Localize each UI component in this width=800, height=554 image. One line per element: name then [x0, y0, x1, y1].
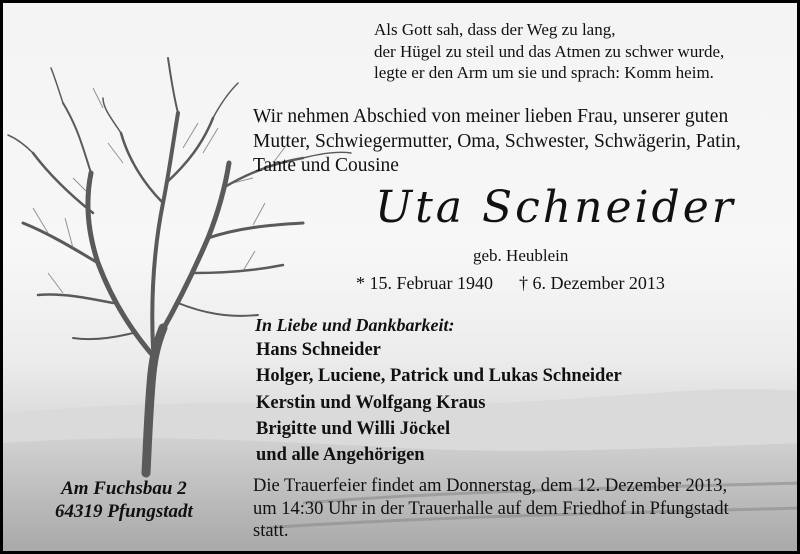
death-date: † 6. Dezember 2013 — [518, 273, 665, 293]
mourners-heading: In Liebe und Dankbarkeit: — [255, 315, 455, 335]
funeral-line: statt. — [253, 521, 289, 541]
mourners-list — [256, 337, 622, 468]
poem-line: Als Gott sah, dass der Weg zu lang, — [374, 20, 616, 39]
farewell-intro — [253, 105, 741, 179]
mourner-name: Brigitte und Willi Jöckel — [256, 418, 451, 439]
funeral-line: um 14:30 Uhr in der Trauerhalle auf dem Friedhof in Pfungstadt — [253, 498, 729, 519]
maiden-name: geb. Heublein — [473, 246, 569, 265]
mourner-name: Kerstin und Wolfgang Kraus — [256, 392, 486, 413]
poem-line: legte er den Arm um sie und sprach: Komm heim. — [374, 63, 714, 82]
mourner-name: und alle Angehörigen — [256, 445, 425, 466]
address — [55, 477, 193, 523]
birth-date: * 15. Februar 1940 — [356, 273, 493, 293]
mourner-name: Holger, Luciene, Patrick und Lukas Schneider — [256, 366, 622, 387]
intro-line: Tante und Cousine — [253, 155, 399, 176]
funeral-info — [253, 475, 729, 543]
poem — [374, 19, 724, 84]
deceased-name: Uta Schneider — [375, 182, 736, 233]
intro-line: Mutter, Schwiegermutter, Oma, Schwester, Schwägerin, Patin, — [253, 130, 741, 152]
funeral-line: Die Trauerfeier findet am Donnerstag, dem 12. Dezember 2013, — [253, 476, 728, 496]
poem-line: der Hügel zu steil und das Atmen zu schwer wurde, — [374, 41, 725, 61]
mourner-name: Hans Schneider — [256, 340, 381, 360]
address-street: Am Fuchsbau 2 — [61, 478, 187, 499]
life-dates — [356, 273, 665, 294]
intro-line: Wir nehmen Abschied von meiner lieben Frau, unserer guten — [253, 106, 729, 127]
address-city: 64319 Pfungstadt — [55, 501, 193, 522]
